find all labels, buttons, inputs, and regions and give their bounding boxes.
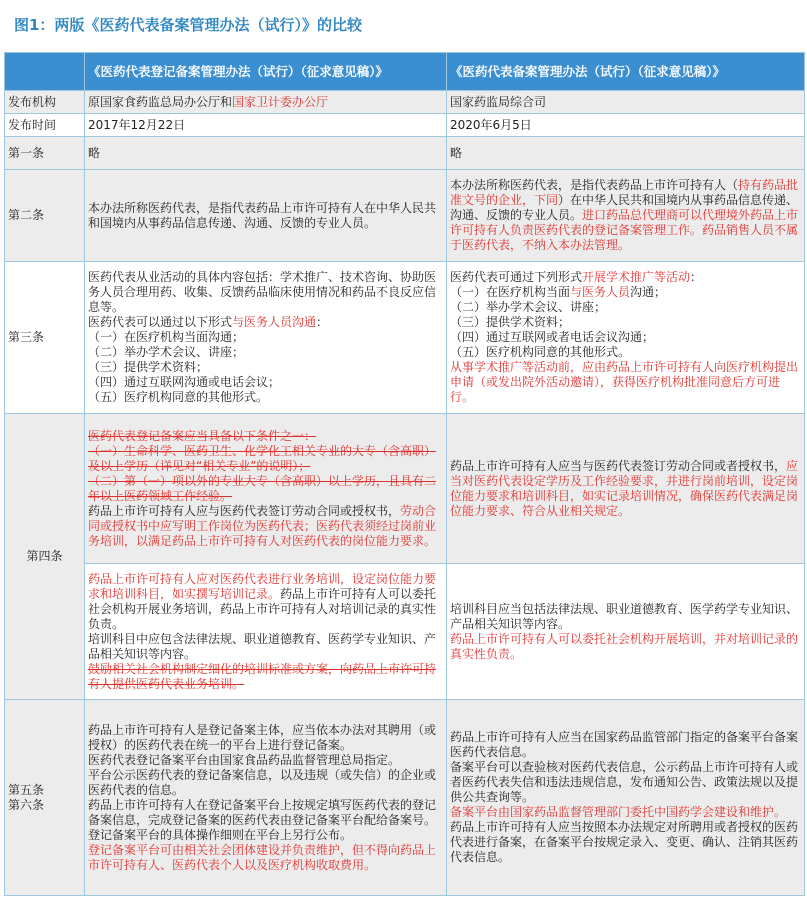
header-col2-old-draft: 《医药代表登记备案管理办法（试行）（征求意见稿）》 <box>85 53 447 91</box>
left-cell <box>85 262 447 414</box>
left-cell <box>85 137 447 170</box>
body-text: 药品上市许可持有人应当与医药代表签订劳动合同或者授权书， <box>450 458 787 473</box>
body-text: 药品上市许可持有人可以委托社会机构开展业务培训，药品上市许可持有人对培训记录的真实性负责。 培训科目中应包含法律法规、职业道德教育、医药学专业知识、产品相关知识等内容。 <box>88 586 437 661</box>
body-text: 药品上市许可持有人是登记备案主体，应当依本办法对其聘用（或授权）的医药代表在统一的平台上进行登记备案。 医药代表登记备案平台由国家食品药品监督管理总局指定。 平台公示医药代表的登记备案信息，以及违规（或失信）的企业或医药代表的信息。 药品上市许可持有人在登记备案平台上按规定填写医药代表的登记备案信息，完成登记备案的医药代表由登记备案平台配给备案号。登记备案平台的具体操作细则在平台上另行公布。 <box>88 722 437 842</box>
row-label: 发布机构 <box>5 91 85 114</box>
left-cell <box>85 91 447 114</box>
right-cell <box>447 170 805 262</box>
added-text: 备案平台由国家药品监督管理部门委托中国药学会建设和维护。 <box>450 805 787 819</box>
body-text: 沟通； （二）举办学术会议、讲座； （三）提供学术资料； （四）通过互联网或者电话会议沟通； （五）医疗机构同意的其他形式。 <box>450 285 667 359</box>
body-text: 医药代表从业活动的具体内容包括：学术推广、技术咨询、协助医务人员合理用药、收集、反馈药品临床使用情况和药品不良反应信息等。 医药代表可以通过以下形式 <box>88 270 437 329</box>
body-text: 略 <box>88 145 101 160</box>
right-cell <box>447 700 805 896</box>
comparison-table <box>4 52 805 896</box>
left-cell <box>85 170 447 262</box>
right-cell <box>447 262 805 414</box>
added-text: 药品上市许可持有人应对医药代表进行业务培训，设定岗位能力要求和培训科目，如实撰写培训记录。 <box>88 571 437 601</box>
row-article-4-training <box>5 564 805 700</box>
added-text: 与医务人员沟通 <box>232 315 317 329</box>
body-text: ）在中华人民共和国境内从事药品信息传递、沟通、反馈的专业人员。 <box>450 193 799 222</box>
body-text: 药品上市许可持有人应当按照本办法规定对所聘用或者授权的医药代表进行备案，在备案平台按规定录入、变更、确认、注销其医药代表信息。 <box>450 820 799 864</box>
right-cell-training <box>447 564 805 700</box>
added-text: 国家卫计委办公厅 <box>232 94 329 109</box>
body-text: 本办法所称医药代表，是指代表药品上市许可持有人（ <box>450 178 739 192</box>
row-label: 发布时间 <box>5 114 85 137</box>
header-col1 <box>5 53 85 91</box>
added-text: 应当对医药代表设定学历及工作经验要求，并进行岗前培训，设定岗位能力要求和培训科目，如实记录培训情况，确保医药代表满足岗位能力要求、符合从业相关规定。 <box>450 458 799 518</box>
body-text: 医药代表可通过下列形式 <box>450 270 583 284</box>
deleted-text: 鼓励相关社会机构制定细化的培训标准或方案，向药品上市许可持有人提供医药代表业务培训。 <box>88 661 437 691</box>
added-text: 登记备案平台可由相关社会团体建设并负责维护，但不得向药品上市许可持有人、医药代表个人以及医疗机构收取费用。 <box>88 842 437 872</box>
body-text: 药品上市许可持有人应与医药代表签订劳动合同或授权书， <box>88 503 401 518</box>
body-text: ： （一）在医疗机构当面沟通； （二）举办学术会议、讲座； （三）提供学术资料； （四）通过互联网沟通或电话会议； （五）医疗机构同意的其他形式。 <box>88 315 329 404</box>
right-cell <box>447 114 805 137</box>
right-cell <box>447 137 805 170</box>
added-text: 进口药品总代理商可以代理境外药品上市许可持有人负责医药代表的登记备案管理工作。药品销售人员不属于医药代表，不纳入本办法管理。 <box>450 208 799 252</box>
row-date <box>5 114 805 137</box>
body-text: ： （一）在医疗机构当面 <box>450 270 703 299</box>
added-text: 药品上市许可持有人可以委托社会机构开展培训，并对培训记录的真实性负责。 <box>450 631 799 661</box>
left-cell <box>85 414 447 564</box>
body-text: 略 <box>450 145 463 160</box>
left-cell-training <box>85 564 447 700</box>
added-text: 从事学术推广等活动前，应由药品上市许可持有人向医疗机构提出申请（或发出院外活动邀请），获得医疗机构批准同意后方可进行。 <box>450 360 799 404</box>
header-row <box>5 53 805 91</box>
right-cell <box>447 414 805 564</box>
body-text: 原国家食药监总局办公厅和 <box>88 94 233 109</box>
body-text: 药品上市许可持有人应当在国家药品监管部门指定的备案平台备案医药代表信息。 备案平台可以查验核对医药代表信息，公示药品上市许可持有人或者医药代表失信和违法违规信息，发布通知公告、政策法规以及提供公共查询等。 <box>450 730 799 804</box>
header-col3-new-draft: 《医药代表备案管理办法（试行）（征求意见稿）》 <box>447 53 805 91</box>
left-cell <box>85 114 447 137</box>
added-text: 开展学术推广等活动 <box>582 270 691 284</box>
row-article-1 <box>5 137 805 170</box>
added-text: 劳动合同或授权书中应写明工作岗位为医药代表；医药代表须经过岗前业务培训，以满足药品上市许可持有人对医药代表的岗位能力要求。 <box>88 503 437 548</box>
row-article-2 <box>5 170 805 262</box>
row-label: 第一条 <box>5 137 85 170</box>
figure-title: 图1：两版《医药代表备案管理办法（试行）》的比较 <box>14 16 362 34</box>
row-label: 第二条 <box>5 170 85 262</box>
row-label: 第三条 <box>5 262 85 414</box>
added-text: 与医务人员 <box>570 285 631 299</box>
row-article-3 <box>5 262 805 414</box>
body-text: 培训科目应当包括法律法规、职业道德教育、医学药学专业知识、产品相关知识等内容。 <box>450 601 799 631</box>
row-article-5-6 <box>5 700 805 896</box>
body-text: 国家药监局综合司 <box>450 94 547 109</box>
row-article-4 <box>5 414 805 564</box>
deleted-text: 医药代表登记备案应当具备以下条件之一： （一）生命科学、医药卫生、化学化工相关专业的大专（含高职）及以上学历（详见对“相关专业”的说明）； （二）第（一）项以外的专业大专（含高职）以上学历，且具有二年以上医药领域工作经验。 <box>88 428 437 503</box>
added-text: 持有药品批准文号的企业，下同 <box>450 178 799 207</box>
body-text: 2017年12月22日 <box>88 117 186 132</box>
body-text: 本办法所称医药代表，是指代表药品上市许可持有人在中华人民共和国境内从事药品信息传递、沟通、反馈的专业人员。 <box>88 200 437 230</box>
right-cell <box>447 91 805 114</box>
body-text: 2020年6月5日 <box>450 117 532 132</box>
row-publisher <box>5 91 805 114</box>
row-label: 第五条 第六条 <box>5 700 85 896</box>
left-cell <box>85 700 447 896</box>
row-label: 第四条 <box>5 414 85 700</box>
